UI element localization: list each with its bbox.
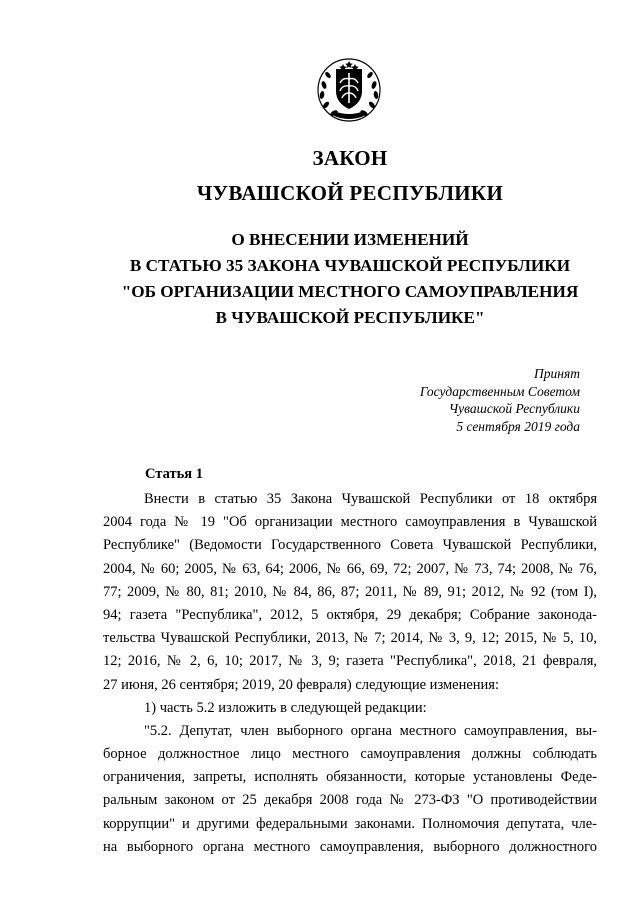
body-line: 2004 года № 19 "Об организации местного самоуправления в Чувашской	[103, 514, 597, 531]
article-heading: Статья 1	[145, 466, 203, 482]
body-line: тельства Чувашской Республики, 2013, № 7; 2014, № 3, 9, 12; 2015, № 5, 10,	[103, 630, 597, 647]
law-subject-line: В СТАТЬЮ 35 ЗАКОНА ЧУВАШСКОЙ РЕСПУБЛИКИ	[129, 256, 571, 275]
law-subject-line: О ВНЕСЕНИИ ИЗМЕНЕНИЙ	[231, 230, 469, 249]
body-line: 12; 2016, № 2, 6, 10; 2017, № 3, 9; газета "Республика", 2018, 21 февраля,	[103, 653, 597, 670]
law-subject-line: "ОБ ОРГАНИЗАЦИИ МЕСТНОГО САМОУПРАВЛЕНИЯ	[121, 282, 579, 301]
article-body	[103, 488, 597, 859]
body-line: 27 июня, 26 сентября; 2019, 20 февраля) следующие изменения:	[103, 676, 499, 693]
body-line: Внести в статью 35 Закона Чувашской Республики от 18 октября	[144, 491, 597, 507]
law-subject-line: В ЧУВАШСКОЙ РЕСПУБЛИКЕ"	[215, 308, 485, 327]
adoption-note-line: Чувашской Республики	[448, 401, 580, 416]
document-issuer-title: ЧУВАШСКОЙ РЕСПУБЛИКИ	[196, 181, 504, 205]
body-line: борное должностное лицо местного самоуправления должны соблюдать	[103, 746, 597, 763]
body-line: ральным законом от 25 декабря 2008 года № 273-ФЗ "О противодействии	[103, 792, 597, 809]
body-line: 77; 2009, № 80, 81; 2010, № 84, 86, 87; 2011, № 89, 91; 2012, № 92 (том I),	[103, 583, 597, 600]
document-type-title: ЗАКОН	[312, 146, 388, 170]
adoption-date: 5 сентября 2019 года	[456, 418, 580, 434]
body-line: 1) часть 5.2 изложить в следующей редакции:	[144, 699, 427, 716]
body-line: 2004, № 60; 2005, № 63, 64; 2006, № 66, 69, 72; 2007, № 73, 74; 2008, № 76,	[103, 560, 597, 577]
body-line: Республике" (Ведомости Государственного Совета Чувашской Республики,	[103, 537, 597, 554]
adoption-note	[360, 365, 580, 435]
adoption-note-line: Государственным Советом	[419, 383, 580, 399]
body-line: "5.2. Депутат, член выборного органа местного самоуправления, вы-	[144, 722, 597, 739]
adoption-note-line: Принят	[534, 366, 580, 381]
body-line: ограничения, запреты, исполнять обязанности, которые установлены Феде-	[103, 769, 597, 786]
body-line: на выборного органа местного самоуправления, выборного должностного	[103, 838, 597, 855]
body-line: коррупции" и другими федеральными законами. Полномочия депутата, чле-	[103, 815, 597, 832]
chuvash-coat-of-arms-icon	[314, 55, 384, 125]
body-line: 94; газета "Республика", 2012, 5 октября, 29 декабря; Собрание законода-	[103, 606, 597, 623]
